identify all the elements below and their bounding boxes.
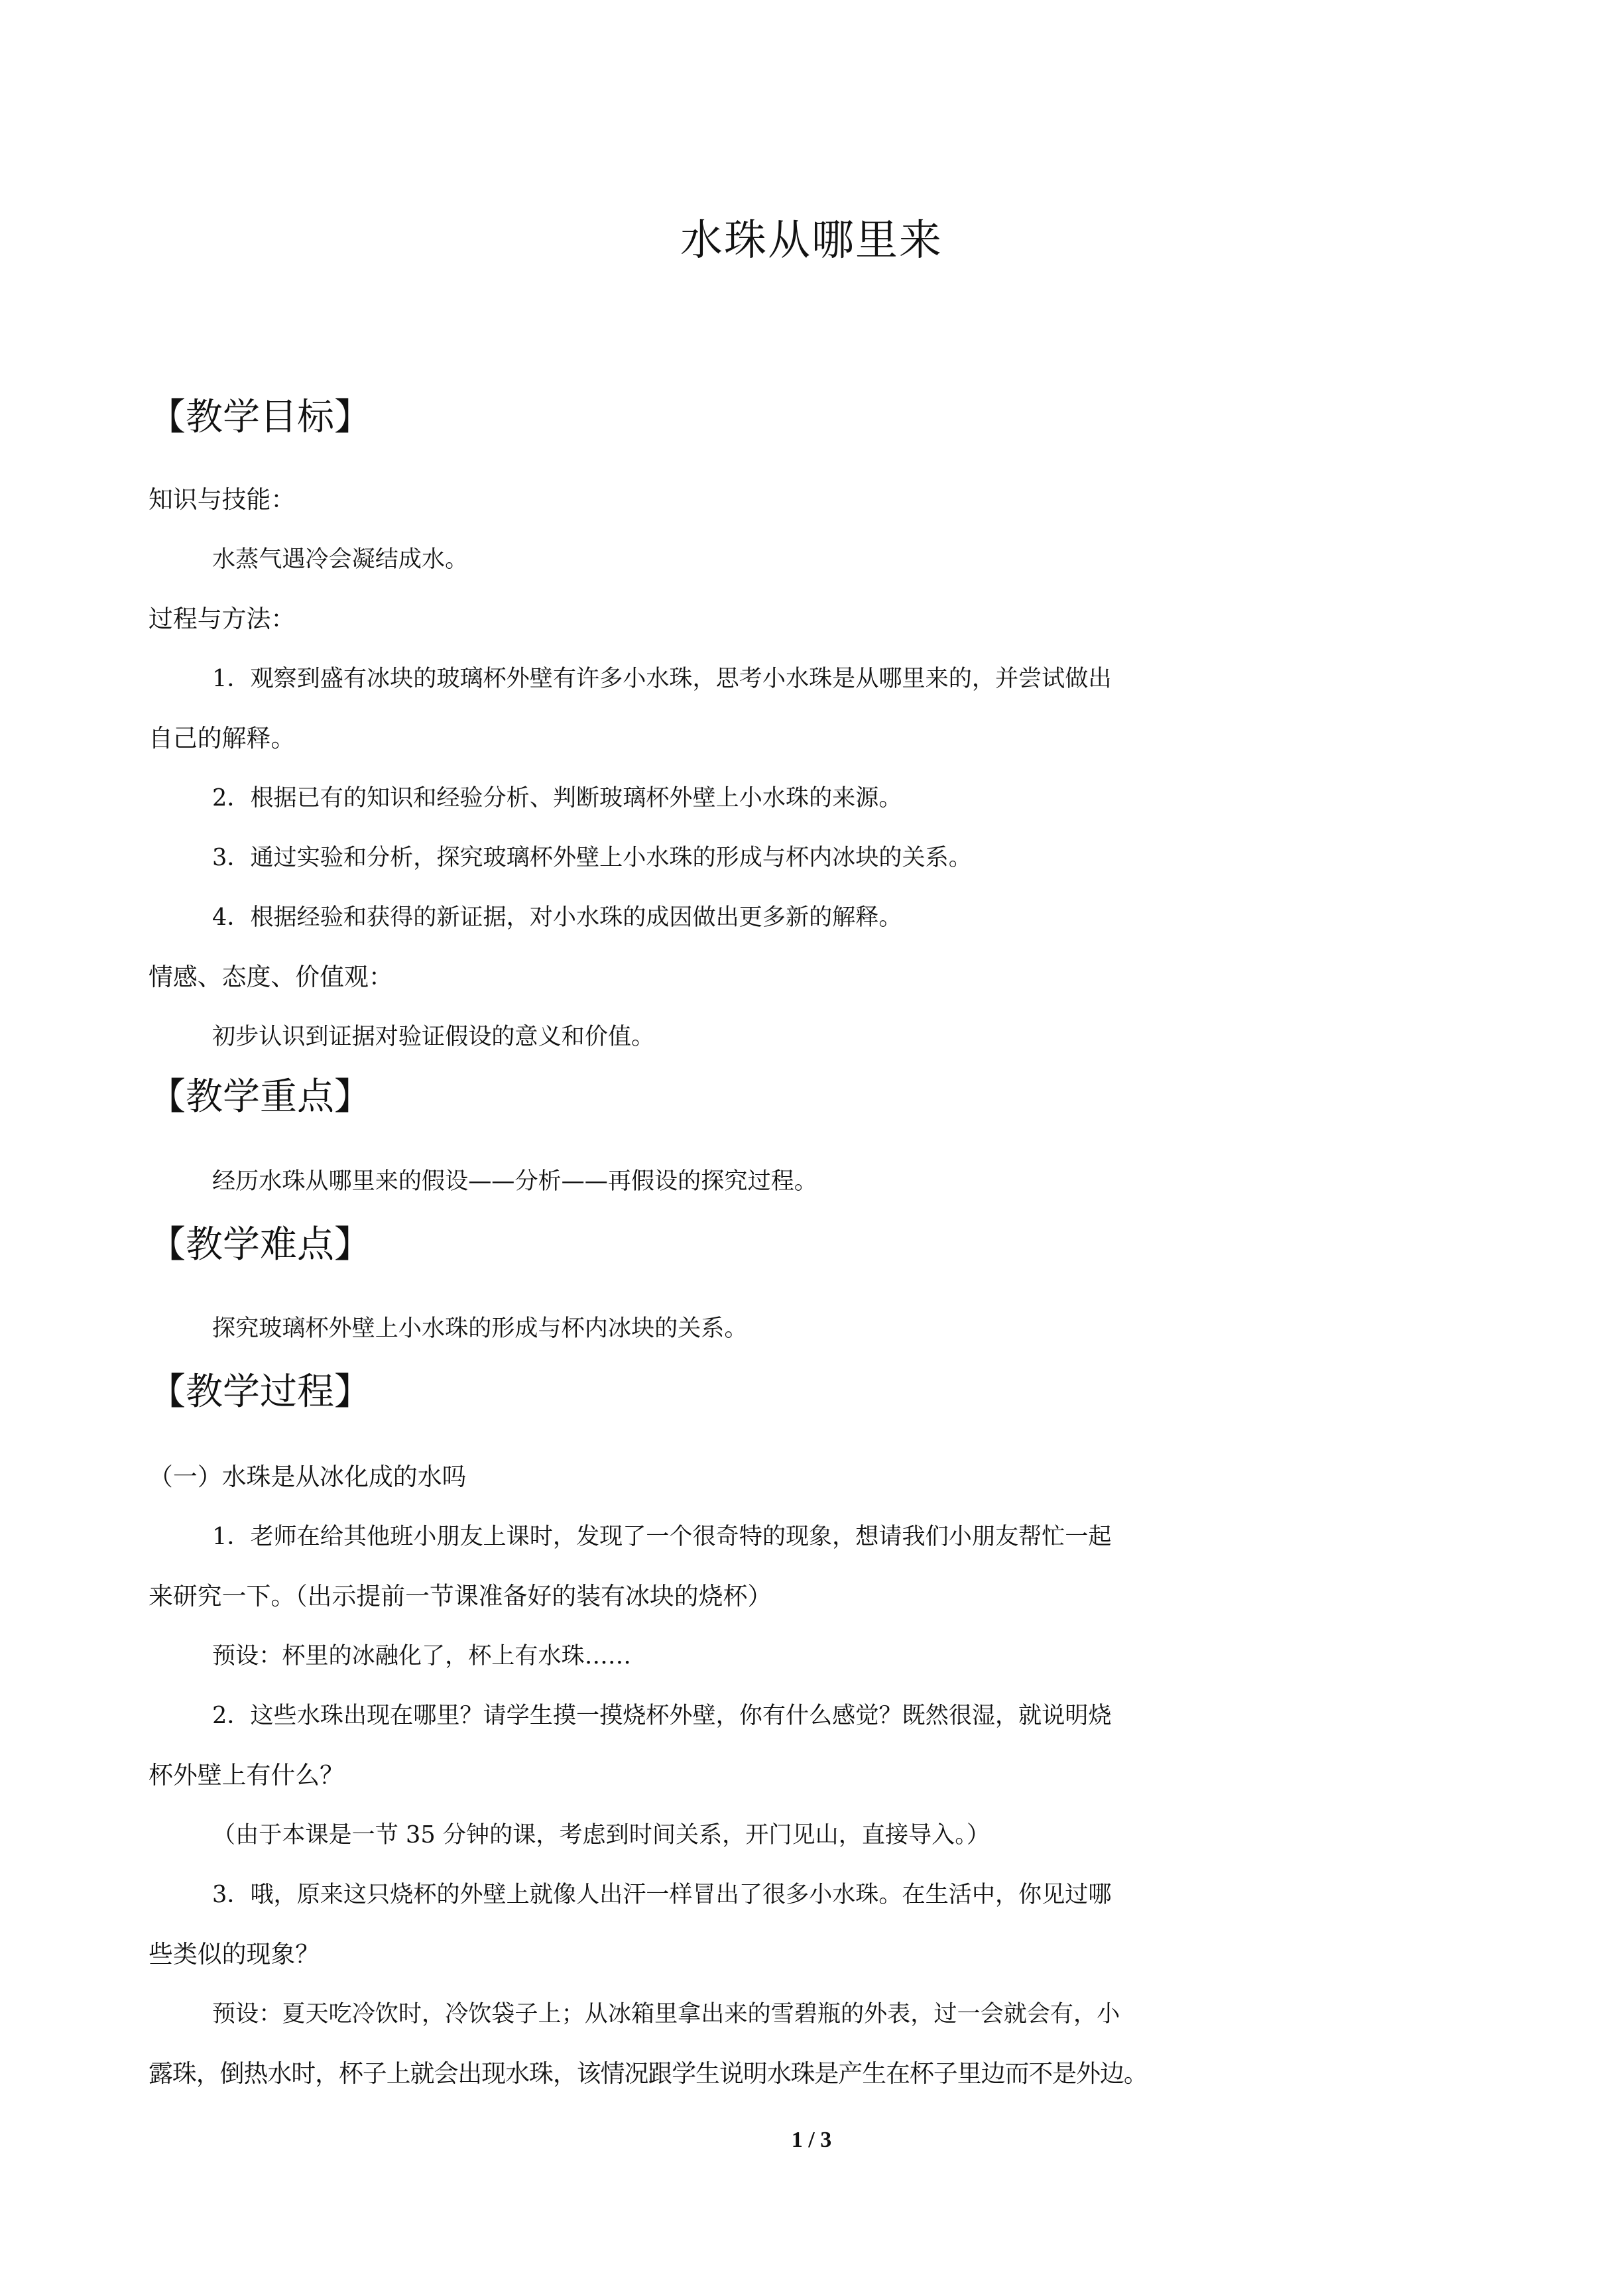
step3-line2: 些类似的现象？ (149, 1940, 320, 1968)
step2-line1: 2．这些水珠出现在哪里？请学生摸一摸烧杯外壁，你有什么感觉？既然很湿，就说明烧 (212, 1702, 1112, 1729)
note1: （由于本课是一节 35 分钟的课，考虑到时间关系，开门见山，直接导入。） (212, 1821, 990, 1848)
process-heading: 【教学过程】 (149, 1370, 371, 1414)
key-points-heading: 【教学重点】 (149, 1075, 371, 1118)
key-points-text: 经历水珠从哪里来的假设——分析——再假设的探究过程。 (212, 1168, 817, 1195)
step2-line2: 杯外壁上有什么？ (149, 1761, 345, 1789)
preset2-line2: 露珠，倒热水时，杯子上就会出现水珠，该情况跟学生说明水珠是产生在杯子里边而不是外边。 (149, 2059, 1148, 2088)
preset1: 预设：杯里的冰融化了，杯上有水珠…… (212, 1642, 631, 1669)
preset2-line1: 预设：夏天吃冷饮时，冷饮袋子上；从冰箱里拿出来的雪碧瓶的外表，过一会就会有，小 (212, 2000, 1120, 2027)
process-item-2: 2．根据已有的知识和经验分析、判断玻璃杯外壁上小水珠的来源。 (212, 784, 902, 812)
emotion-text: 初步认识到证据对验证假设的意义和价值。 (212, 1023, 655, 1050)
process-item-4: 4．根据经验和获得的新证据，对小水珠的成因做出更多新的解释。 (212, 904, 902, 931)
process-item-3: 3．通过实验和分析，探究玻璃杯外壁上小水珠的形成与杯内冰块的关系。 (212, 844, 972, 871)
knowledge-text: 水蒸气遇冷会凝结成水。 (212, 546, 469, 573)
knowledge-label: 知识与技能： (149, 485, 296, 514)
process-label: 过程与方法： (149, 605, 296, 633)
process-item-1-line1: 1．观察到盛有冰块的玻璃杯外壁有许多小水珠，思考小水珠是从哪里来的，并尝试做出 (212, 665, 1112, 692)
objectives-heading: 【教学目标】 (149, 396, 371, 439)
step1-line1: 1．老师在给其他班小朋友上课时，发现了一个很奇特的现象，想请我们小朋友帮忙一起 (212, 1523, 1112, 1550)
process-item-1-line2: 自己的解释。 (149, 724, 296, 753)
step1-line2: 来研究一下。（出示提前一节课准备好的装有冰块的烧杯） (149, 1582, 772, 1610)
emotion-label: 情感、态度、价值观： (149, 963, 393, 991)
difficulty-heading: 【教学难点】 (149, 1223, 371, 1266)
page-number: 1 / 3 (791, 2128, 832, 2152)
step3-line1: 3．哦，原来这只烧杯的外壁上就像人出汗一样冒出了很多小水珠。在生活中，你见过哪 (212, 1881, 1112, 1908)
part1-title: （一）水珠是从冰化成的水吗 (149, 1463, 467, 1491)
difficulty-text: 探究玻璃杯外壁上小水珠的形成与杯内冰块的关系。 (212, 1315, 748, 1342)
document-title: 水珠从哪里来 (680, 216, 943, 265)
